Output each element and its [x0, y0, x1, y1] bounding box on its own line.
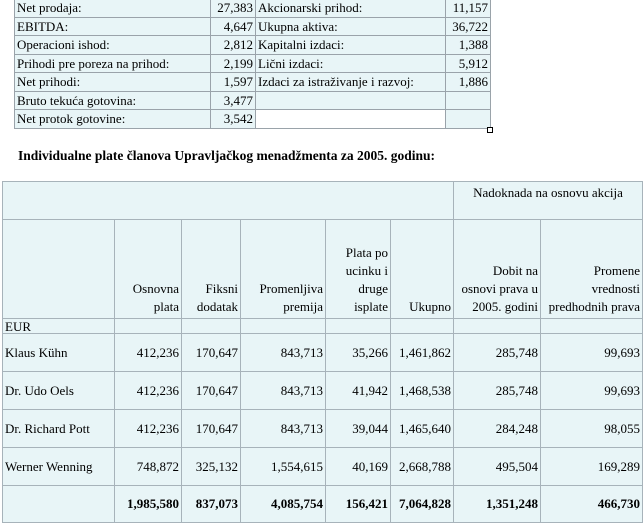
salary-value-cell: 99,693 — [541, 334, 643, 372]
total-value-cell: 1,351,248 — [454, 486, 541, 523]
salary-value-cell: 412,236 — [115, 334, 182, 372]
summary-label: Net protok gotovine: — [15, 110, 211, 129]
salary-value-cell: 1,554,615 — [241, 448, 326, 486]
total-value-cell: 1,985,580 — [115, 486, 182, 523]
summary-row — [15, 73, 491, 92]
salary-value-cell: 170,647 — [182, 410, 241, 448]
summary-value: 36,722 — [446, 17, 491, 36]
summary-value: 2,199 — [211, 54, 256, 73]
salary-value-cell: 98,055 — [541, 410, 643, 448]
salary-value-cell: 843,713 — [241, 334, 326, 372]
salary-value-cell: 285,748 — [454, 372, 541, 410]
salary-value-cell: 170,647 — [182, 372, 241, 410]
table-row — [3, 372, 643, 410]
salary-value-cell: 843,713 — [241, 372, 326, 410]
header-corner-cell — [3, 220, 115, 319]
salary-value-cell: 169,289 — [541, 448, 643, 486]
salary-value-cell: 412,236 — [115, 410, 182, 448]
summary-label: Operacioni ishod: — [15, 36, 211, 55]
salary-value-cell: 170,647 — [182, 334, 241, 372]
summary-value: 5,912 — [446, 54, 491, 73]
summary-label — [256, 91, 446, 110]
totals-label-cell — [3, 486, 115, 523]
salary-value-cell: 325,132 — [182, 448, 241, 486]
summary-label: Net prodaja: — [15, 0, 211, 17]
summary-value: 27,383 — [211, 0, 256, 17]
summary-value: 1,886 — [446, 73, 491, 92]
total-value-cell: 837,073 — [182, 486, 241, 523]
salary-value-cell: 2,668,788 — [391, 448, 454, 486]
summary-value: 1,597 — [211, 73, 256, 92]
salary-value-cell: 1,461,862 — [391, 334, 454, 372]
salary-value-cell: 39,044 — [326, 410, 391, 448]
salary-value-cell: 284,248 — [454, 410, 541, 448]
column-header: Plata po ucinku i druge isplate — [326, 220, 391, 319]
summary-row — [15, 17, 491, 36]
column-header: Fiksni dodatak — [182, 220, 241, 319]
salary-value-cell: 35,266 — [326, 334, 391, 372]
total-value-cell: 466,730 — [541, 486, 643, 523]
member-name: Dr. Udo Oels — [3, 372, 115, 410]
share-based-compensation-header: Nadoknada na osnovu akcija — [454, 182, 643, 220]
summary-label: Ukupna aktiva: — [256, 17, 446, 36]
summary-label: Izdaci za istraživanje i razvoj: — [256, 73, 446, 92]
summary-label: EBITDA: — [15, 17, 211, 36]
summary-label: Bruto tekuća gotovina: — [15, 91, 211, 110]
summary-label — [256, 110, 446, 129]
summary-value: 2,812 — [211, 36, 256, 55]
column-header: Promene vrednosti predhodnih prava — [541, 220, 643, 319]
summary-row — [15, 91, 491, 110]
summary-value — [446, 110, 491, 129]
member-name: Werner Wenning — [3, 448, 115, 486]
summary-label: Prihodi pre poreza na prihod: — [15, 54, 211, 73]
summary-label: Akcionarski prihod: — [256, 0, 446, 17]
summary-value: 3,477 — [211, 91, 256, 110]
salary-value-cell: 748,872 — [115, 448, 182, 486]
summary-value: 4,647 — [211, 17, 256, 36]
summary-value: 1,388 — [446, 36, 491, 55]
summary-label: Kapitalni izdaci: — [256, 36, 446, 55]
table-row — [3, 448, 643, 486]
salary-value-cell: 495,504 — [454, 448, 541, 486]
summary-value: 11,157 — [446, 0, 491, 17]
salary-value-cell: 99,693 — [541, 372, 643, 410]
summary-label: Net prihodi: — [15, 73, 211, 92]
summary-value — [446, 91, 491, 110]
table-row — [3, 410, 643, 448]
summary-label: Lični izdaci: — [256, 54, 446, 73]
section-heading: Individualne plate članova Upravljačkog menadžmenta za 2005. godinu: — [18, 148, 436, 163]
salary-value-cell: 41,942 — [326, 372, 391, 410]
column-header: Dobit na osnovi prava u 2005. godini — [454, 220, 541, 319]
salary-value-cell: 1,465,640 — [391, 410, 454, 448]
total-value-cell: 7,064,828 — [391, 486, 454, 523]
table-row — [3, 334, 643, 372]
member-name: Klaus Kühn — [3, 334, 115, 372]
summary-row — [15, 0, 491, 17]
table-resize-handle[interactable] — [487, 127, 493, 133]
total-value-cell: 156,421 — [326, 486, 391, 523]
summary-value: 3,542 — [211, 110, 256, 129]
summary-row — [15, 36, 491, 55]
salary-value-cell: 412,236 — [115, 372, 182, 410]
unit-label: EUR — [3, 319, 115, 334]
summary-row — [15, 54, 491, 73]
salary-value-cell: 40,169 — [326, 448, 391, 486]
header-blank-cell — [3, 182, 454, 220]
salary-value-cell: 1,468,538 — [391, 372, 454, 410]
salary-value-cell: 285,748 — [454, 334, 541, 372]
column-header: Ukupno — [391, 220, 454, 319]
column-header: Osnovna plata — [115, 220, 182, 319]
financial-summary-table — [14, 0, 491, 129]
salary-value-cell: 843,713 — [241, 410, 326, 448]
totals-row — [3, 486, 643, 523]
summary-row — [15, 110, 491, 129]
member-name: Dr. Richard Pott — [3, 410, 115, 448]
column-header: Promenljiva premija — [241, 220, 326, 319]
salary-table — [2, 181, 643, 523]
total-value-cell: 4,085,754 — [241, 486, 326, 523]
